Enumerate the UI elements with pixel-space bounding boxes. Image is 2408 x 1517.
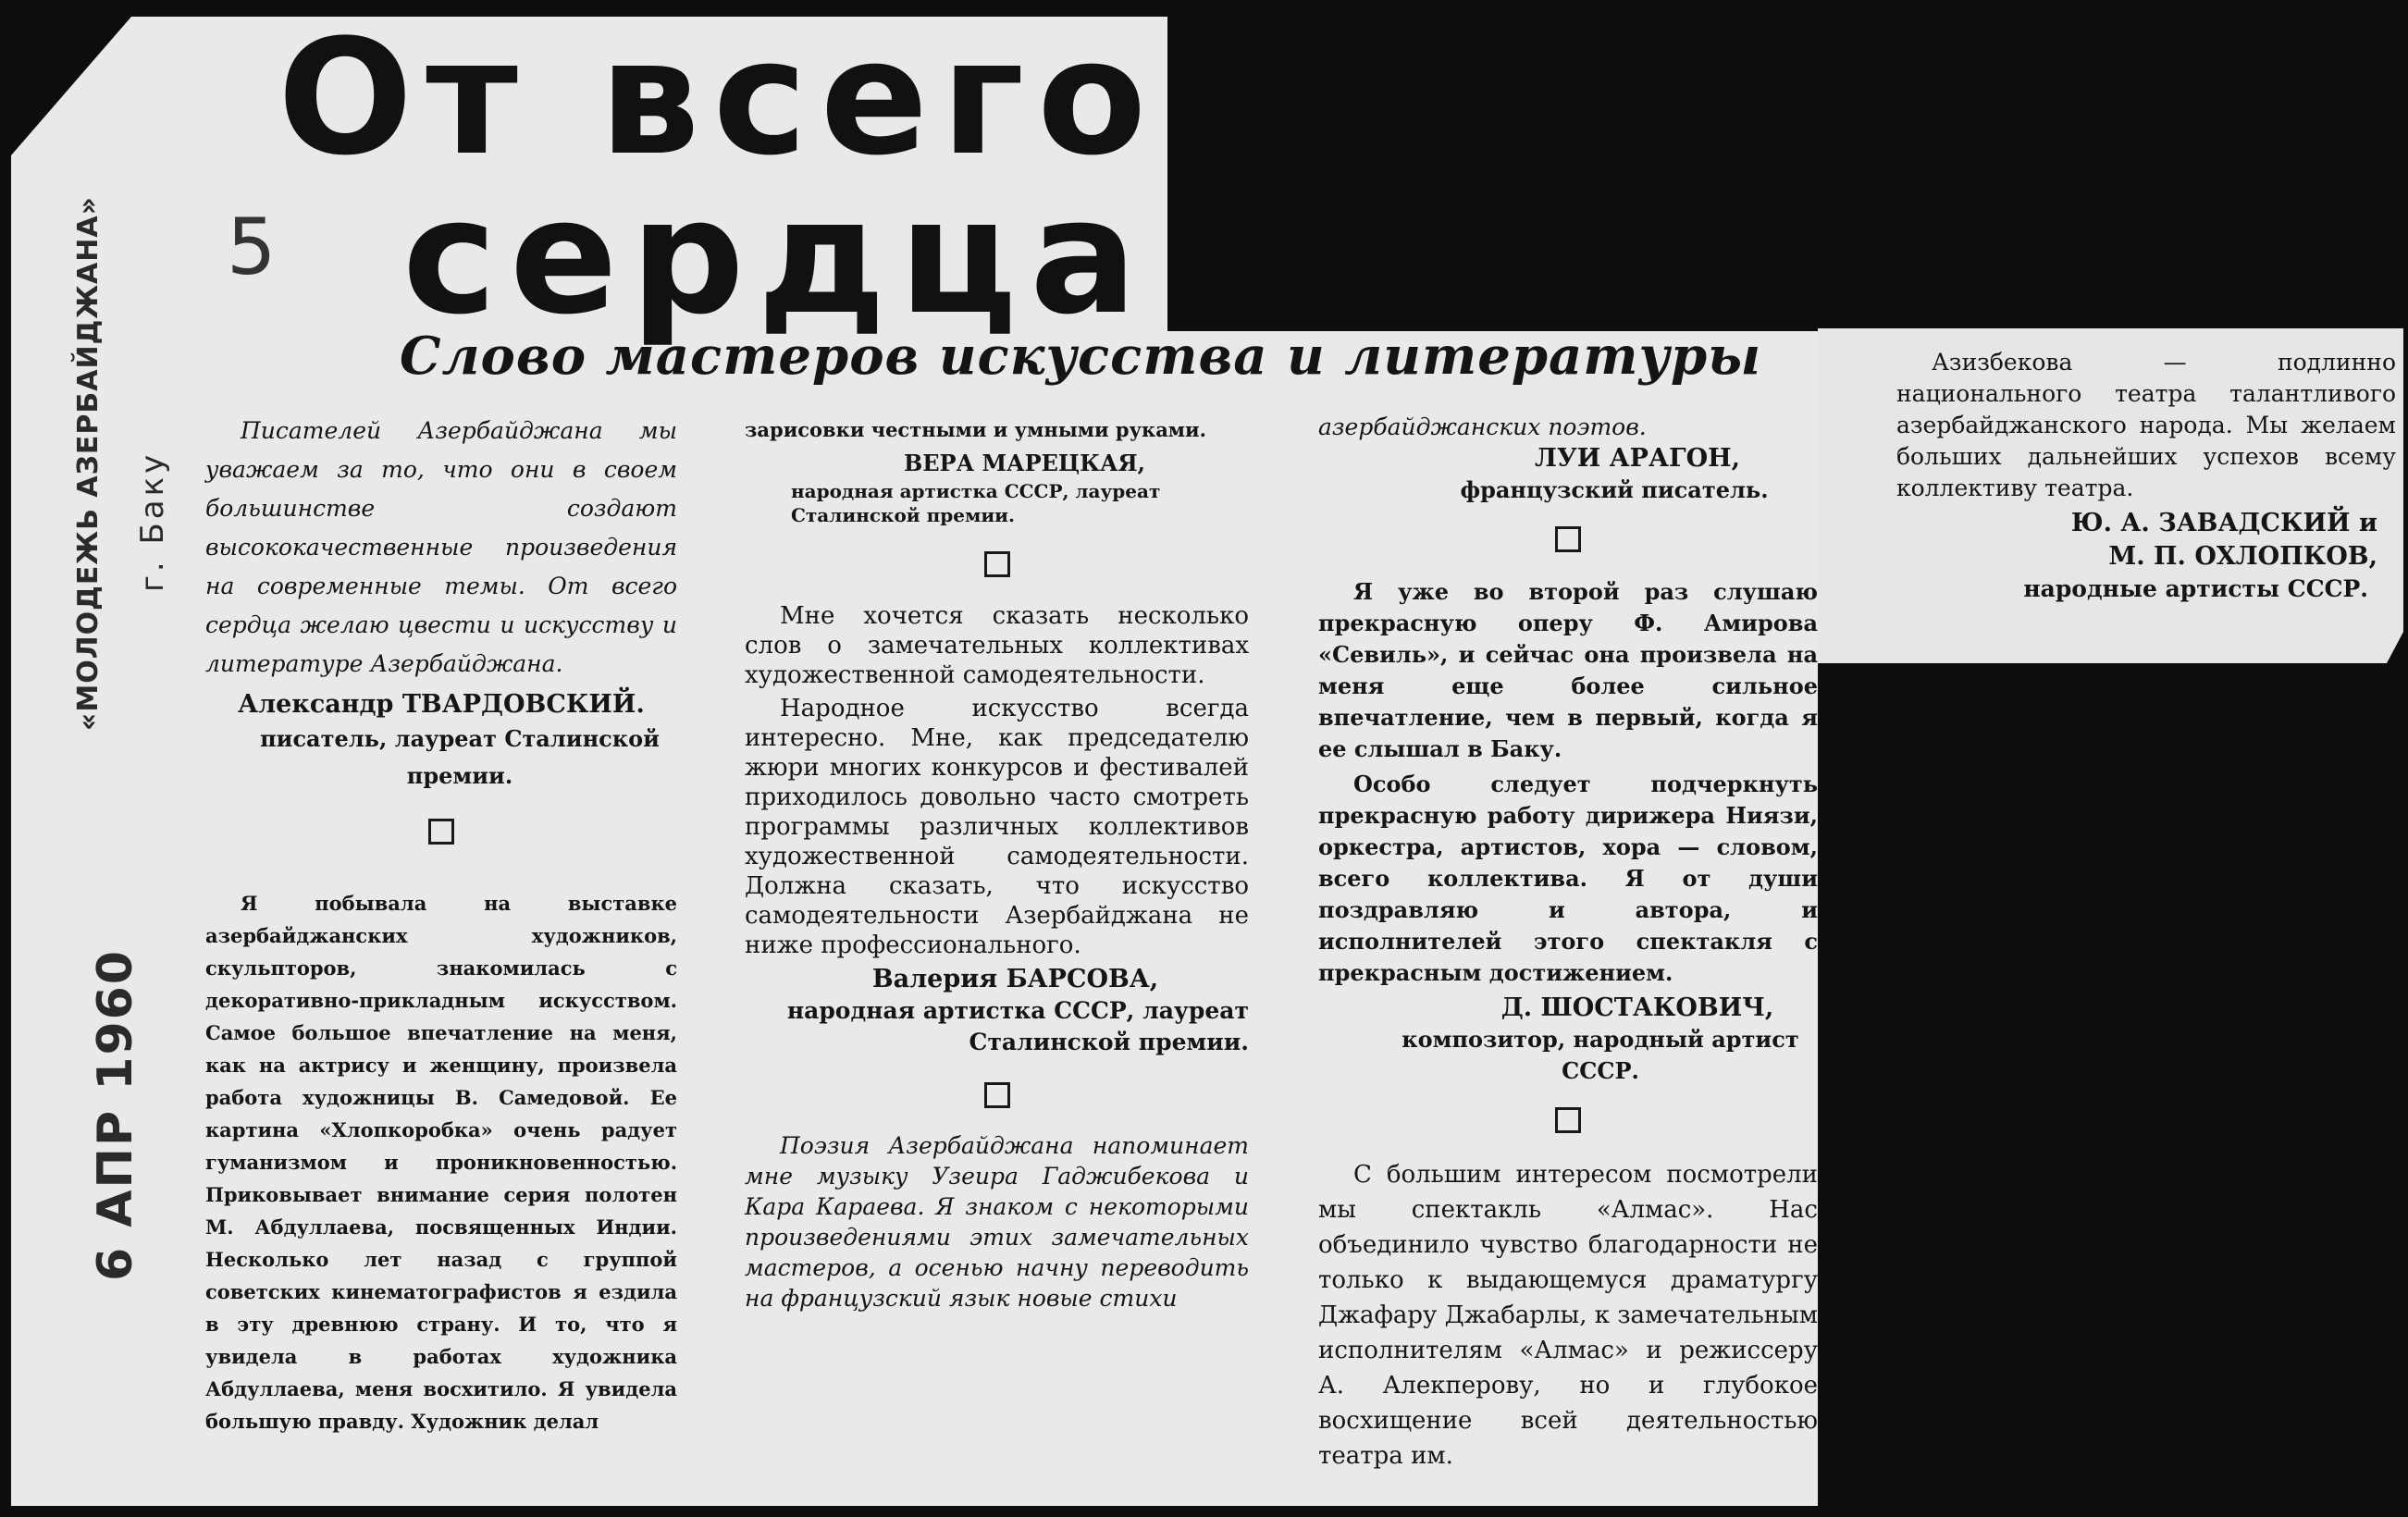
stamp-newspaper-name: «МОЛОДЕЖЬ АЗЕРБАЙДЖАНА» bbox=[72, 196, 105, 731]
col4-signature-role: народные артисты СССР. bbox=[2023, 575, 2368, 602]
col1-paragraph-1: Писателей Азербайджана мы уважаем за то, что они в своем большинстве создают высококачественные произведения на современные темы. От всего сердца желаю цвести и искусству и литературе Азербайджана. bbox=[205, 417, 677, 677]
col2-signature-1-role: народная артистка СССР, лауреат Сталинской премии. bbox=[791, 480, 1161, 526]
stamp-city: г. Баку bbox=[134, 450, 171, 592]
col2-signature-2-role: народная артистка СССР, лауреат Сталинской премии. bbox=[786, 997, 1249, 1055]
col3-signature-1-name: ЛУИ АРАГОН, bbox=[1534, 444, 1741, 473]
column-1 bbox=[205, 412, 677, 1441]
col3-signature-1-role: французский писатель. bbox=[1460, 476, 1769, 503]
col2-signature-1-name: ВЕРА МАРЕЦКАЯ, bbox=[903, 450, 1146, 476]
col1-signature-role: писатель, лауреат Сталинской премии. bbox=[260, 725, 660, 789]
col3-signature-2-role: композитор, народный артист СССР. bbox=[1402, 1026, 1799, 1084]
section-divider bbox=[1555, 526, 1581, 552]
col3-paragraph-2: Я уже во второй раз слушаю прекрасную оперу Ф. Амирова «Севиль», и сейчас она произвела на меня еще более сильное впечатление, чем в первый, когда я ее слышал в Баку. bbox=[1318, 578, 1818, 762]
col3-paragraph-4: С большим интересом посмотрели мы спектакль «Алмас». Нас объединило чувство благодарности не только к выдающемуся драматургу Джафару Джабарлы, к замечательным исполнителям «Алмас» и режиссеру А. Алекперову, но и глубокое восхищение всей деятельностью театра им. bbox=[1318, 1161, 1818, 1470]
column-4 bbox=[1896, 347, 2396, 606]
stamp-date: 6 АПР 1960 bbox=[88, 949, 143, 1281]
section-divider bbox=[984, 551, 1010, 577]
section-divider bbox=[428, 819, 454, 845]
col3-paragraph-1-tail: азербайджанских поэтов. bbox=[1318, 413, 1647, 440]
col4-signature-line-1: Ю. А. ЗАВАДСКИЙ и bbox=[2070, 509, 2377, 537]
headline-line1: От всего bbox=[278, 5, 1160, 191]
col2-paragraph-3: Народное искусство всегда интересно. Мне, как председателю жюри многих конкурсов и фестивалей приходилось довольно часто смотреть программы различных коллективов художественной самодеятельности. Должна сказать, что искусство самодеятельности Азербайджана не ниже профессионального. bbox=[745, 695, 1249, 959]
column-3 bbox=[1318, 412, 1818, 1477]
col4-signature-line-2: М. П. ОХЛОПКОВ, bbox=[2108, 542, 2377, 571]
column-2 bbox=[745, 416, 1249, 1317]
col2-signature-2-name: Валерия БАРСОВА, bbox=[871, 965, 1159, 993]
col2-paragraph-1-tail: зарисовки честными и умными руками. bbox=[745, 418, 1206, 441]
col1-signature-name: Александр ТВАРДОВСКИЙ. bbox=[238, 690, 645, 719]
col4-paragraph-1: Азизбекова — подлинно национального театра талантливого азербайджанского народа. Мы желаем больших дальнейших успехов всему коллективу театра. bbox=[1896, 349, 2396, 501]
section-divider bbox=[984, 1082, 1010, 1108]
col1-paragraph-2: Я побывала на выставке азербайджанских художников, скульпторов, знакомилась с декоративно-прикладным искусством. Самое большое впечатление на меня, как на актрису и женщину, произвела работа художницы В. Самедовой. Ее картина «Хлопкоробка» очень радует гуманизмом и проникновенностью. Приковывает внимание серия полотен М. Абдуллаева, посвященных Индии. Несколько лет назад с группой советских кинематографистов я ездила в эту древнюю страну. И то, что я увидела в работах художника Абдуллаева, меня восхитило. Я увидела большую правду. Художник делал bbox=[205, 892, 677, 1433]
col2-paragraph-2: Мне хочется сказать несколько слов о замечательных коллективах художественной самодеятельности. bbox=[745, 602, 1249, 689]
section-divider bbox=[1555, 1107, 1581, 1133]
subtitle: Слово мастеров искусства и литературы bbox=[400, 326, 1762, 387]
col3-signature-2-name: Д. ШОСТАКОВИЧ, bbox=[1500, 993, 1774, 1022]
col2-paragraph-4: Поэзия Азербайджана напоминает мне музыку Узеира Гаджибекова и Кара Караева. Я знаком с некоторыми произведениями этих замечательных мастеров, а осенью начну переводить на французский язык новые стихи bbox=[745, 1132, 1249, 1312]
headline-line2: сердца bbox=[402, 164, 1151, 350]
handwritten-mark: 5 bbox=[227, 202, 277, 292]
col3-paragraph-3: Особо следует подчеркнуть прекрасную работу дирижера Ниязи, оркестра, артистов, хора — словом, всего коллектива. Я от души поздравляю и автора, и исполнителей этого спектакля с прекрасным достижением. bbox=[1318, 771, 1818, 986]
